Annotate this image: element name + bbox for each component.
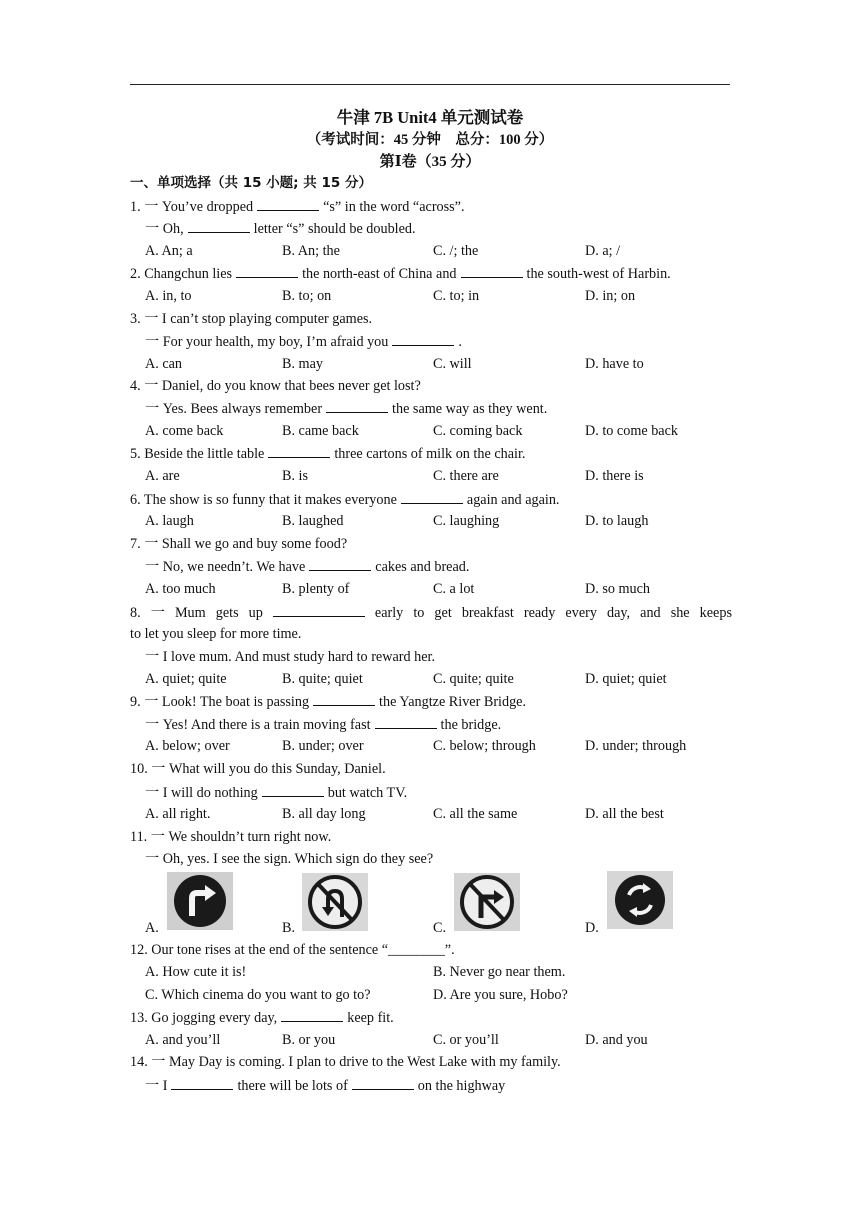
option-b: B. under; over	[282, 738, 364, 754]
answer-blank	[392, 331, 454, 346]
section-heading: 一、单项选择（共 15 小题; 共 15 分）	[130, 175, 372, 191]
question-8-continued: to let you sleep for more time.	[130, 626, 302, 642]
option-a: A. can	[145, 356, 183, 372]
question-9-reply: 一 Yes! And there is a train moving fast the bridge.	[145, 714, 747, 734]
answer-blank	[273, 602, 365, 617]
option-b: B. is	[282, 468, 309, 484]
answer-blank	[281, 1007, 343, 1022]
option-c: C. to; in	[433, 288, 480, 304]
option-d: D. quiet; quiet	[585, 671, 667, 687]
option-c: C. laughing	[433, 513, 500, 529]
option-b: B. quite; quiet	[282, 671, 363, 687]
answer-blank	[401, 489, 463, 504]
option-d: D. Are you sure, Hobo?	[433, 987, 568, 1003]
option-b: B. came back	[282, 423, 359, 439]
option-a: A. laugh	[145, 513, 194, 529]
question-10-reply: 一 I will do nothing but watch TV.	[145, 782, 747, 802]
option-b: B. plenty of	[282, 581, 350, 597]
option-c: C. there are	[433, 468, 499, 484]
question-4-reply: 一 Yes. Bees always remember the same way as they went.	[145, 398, 747, 418]
roundabout-sign-icon	[607, 871, 673, 929]
exam-title: 牛津 7B Unit4 单元测试卷	[336, 108, 524, 127]
option-d: D. under; through	[585, 738, 687, 754]
no-u-turn-sign-icon	[302, 873, 368, 931]
option-d: D. in; on	[585, 288, 636, 304]
question-3-reply: 一 For your health, my boy, I’m afraid you .	[145, 331, 747, 351]
question-6: 6. The show is so funny that it makes everyone again and again.	[130, 489, 732, 509]
answer-blank	[309, 556, 371, 571]
option-b: B. Never go near them.	[433, 964, 566, 980]
option-a: A. and you’ll	[145, 1032, 221, 1048]
option-b: B. may	[282, 356, 323, 372]
option-b: B. An; the	[282, 243, 340, 259]
question-3: 3. 一 I can’t stop playing computer games.	[130, 311, 373, 327]
option-a: A. below; over	[145, 738, 230, 754]
option-a: A. come back	[145, 423, 224, 439]
option-c: C. quite; quite	[433, 671, 514, 687]
option-a: A. quiet; quite	[145, 671, 227, 687]
header-rule	[130, 84, 730, 85]
option-d: D. to laugh	[585, 513, 649, 529]
answer-blank	[313, 691, 375, 706]
question-2: 2. Changchun lies the north-east of China and the south-west of Harbin.	[130, 263, 732, 283]
option-d: D. there is	[585, 468, 644, 484]
question-7: 7. 一 Shall we go and buy some food?	[130, 536, 348, 552]
question-4: 4. 一 Daniel, do you know that bees never get lost?	[130, 378, 421, 394]
option-b: B. laughed	[282, 513, 344, 529]
option-d: D. so much	[585, 581, 651, 597]
option-d: D. have to	[585, 356, 644, 372]
option-c: C.	[433, 920, 447, 936]
part-heading: 第Ⅰ卷（35 分）	[379, 154, 481, 170]
answer-blank	[461, 263, 523, 278]
answer-blank	[262, 782, 324, 797]
option-a: A. too much	[145, 581, 216, 597]
option-a: A. in, to	[145, 288, 192, 304]
option-c: C. below; through	[433, 738, 536, 754]
answer-blank	[375, 714, 437, 729]
question-14-reply: 一 I there will be lots of on the highway	[145, 1075, 747, 1095]
option-c: C. all the same	[433, 806, 518, 822]
option-a: A.	[145, 920, 159, 936]
option-c: C. Which cinema do you want to go to?	[145, 987, 371, 1003]
option-a: A. How cute it is!	[145, 964, 247, 980]
option-c: C. coming back	[433, 423, 523, 439]
answer-blank	[268, 443, 330, 458]
question-8-reply: 一 I love mum. And must study hard to reward her.	[145, 649, 436, 665]
question-8: 8. 一 Mum gets up early to get breakfast ready every day, and she keeps	[130, 602, 732, 622]
option-b: B.	[282, 920, 296, 936]
answer-blank	[352, 1075, 414, 1090]
answer-blank	[188, 218, 250, 233]
option-a: A. An; a	[145, 243, 193, 259]
question-12: 12. Our tone rises at the end of the sentence “________”.	[130, 942, 455, 958]
question-1-reply: 一 Oh, letter “s” should be doubled.	[145, 218, 747, 238]
exam-subtitle: （考试时间：45 分钟 总分：100 分）	[306, 132, 554, 148]
turn-right-sign-icon	[167, 872, 233, 930]
question-7-reply: 一 No, we needn’t. We have cakes and bread.	[145, 556, 747, 576]
option-b: B. all day long	[282, 806, 366, 822]
question-10: 10. 一 What will you do this Sunday, Daniel.	[130, 761, 386, 777]
option-a: A. all right.	[145, 806, 211, 822]
question-14: 14. 一 May Day is coming. I plan to drive to the West Lake with my family.	[130, 1054, 561, 1070]
answer-blank	[171, 1075, 233, 1090]
question-13: 13. Go jogging every day, keep fit.	[130, 1007, 732, 1027]
option-b: B. to; on	[282, 288, 332, 304]
option-c: C. will	[433, 356, 472, 372]
option-c: C. a lot	[433, 581, 475, 597]
option-d: D. a; /	[585, 243, 621, 259]
no-right-turn-sign-icon	[454, 873, 520, 931]
answer-blank	[236, 263, 298, 278]
question-5: 5. Beside the little table three cartons of milk on the chair.	[130, 443, 732, 463]
option-c: C. /; the	[433, 243, 479, 259]
option-b: B. or you	[282, 1032, 336, 1048]
answer-blank	[326, 398, 388, 413]
option-d: D. and you	[585, 1032, 648, 1048]
question-9: 9. 一 Look! The boat is passing the Yangtze River Bridge.	[130, 691, 732, 711]
option-c: C. or you’ll	[433, 1032, 499, 1048]
option-d: D. all the best	[585, 806, 664, 822]
question-11-reply: 一 Oh, yes. I see the sign. Which sign do they see?	[145, 851, 434, 867]
option-d: D. to come back	[585, 423, 678, 439]
answer-blank	[257, 196, 319, 211]
question-11: 11. 一 We shouldn’t turn right now.	[130, 829, 332, 845]
question-1: 1. 一 You’ve dropped “s” in the word “across”.	[130, 196, 732, 216]
option-a: A. are	[145, 468, 180, 484]
option-d: D.	[585, 920, 599, 936]
